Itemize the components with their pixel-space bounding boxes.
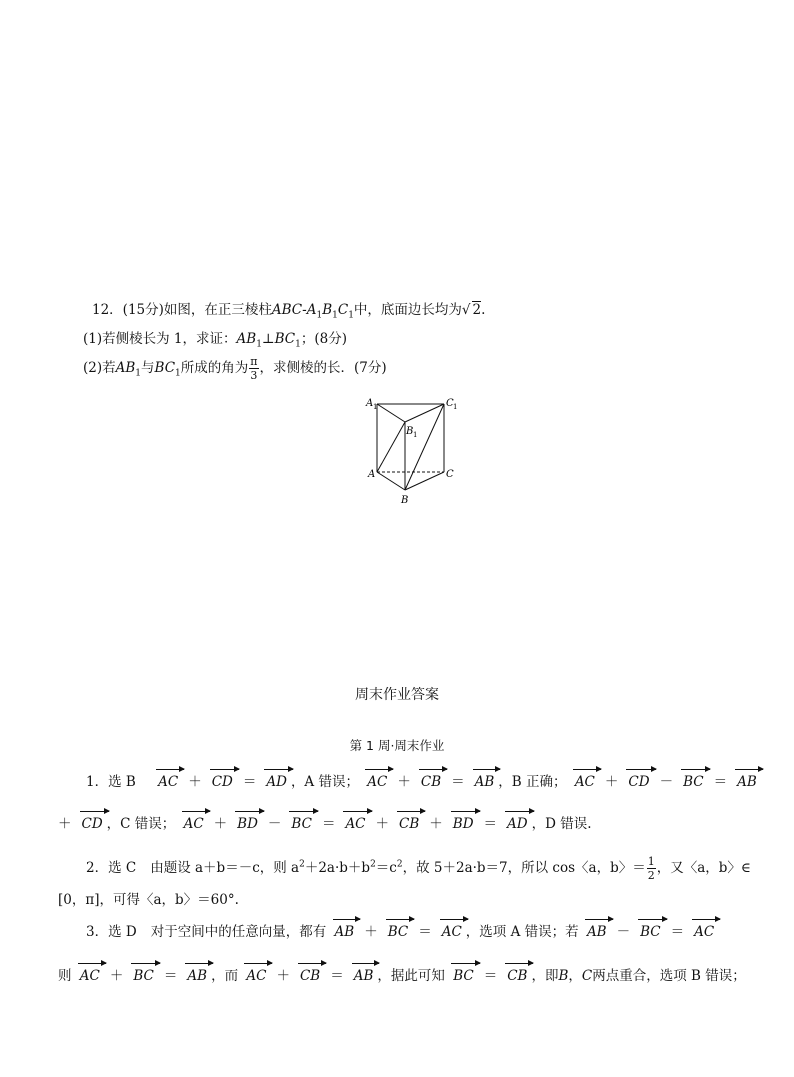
answer-2-line-1: 2．选 C 由题设 a＋b＝－c，则 $a^2+2a\cdot b+b^2=c^2$，故 5＋2a·b＝7，所以 cos〈a，b〉＝ $\frac{1}{2}$ ，又〈a，b〉∈ bbox=[86, 855, 751, 882]
diagonal-b-c1 bbox=[405, 404, 444, 490]
label-b1-sub: 1 bbox=[413, 431, 418, 439]
answer-1-line-1: 1．选 B AC ＋ CD ＝ AD ，A 错误； AC ＋ CB ＝ AB ，B 正确； AC ＋ CD － BC ＝ AB bbox=[86, 768, 761, 790]
label-b: B bbox=[401, 495, 409, 506]
label-b1: B bbox=[406, 426, 414, 437]
answer-1-line-2: ＋ CD ，C 错误； AC ＋ BD － BC ＝ AC ＋ CB ＋ BD ＝ AD ，D 错误. bbox=[58, 810, 592, 832]
edge-b-c bbox=[405, 472, 444, 490]
answer-3-line-2: 则 AC ＋ BC ＝ AB ，而 AC ＋ CB ＝ AB ，据此可知 BC ＝ CB ，即B，C两点重合，选项 B 错误； bbox=[58, 962, 746, 984]
label-c1: C bbox=[446, 398, 454, 409]
label-c1-sub: 1 bbox=[453, 403, 458, 411]
label-a1-sub: 1 bbox=[373, 403, 378, 411]
prism-figure bbox=[360, 392, 470, 512]
one-half-fraction: $\frac{1}{2}$ bbox=[647, 855, 655, 882]
edge-a1-b1 bbox=[377, 404, 405, 422]
answers-subtitle: 第 1 周·周末作业 bbox=[349, 738, 445, 753]
label-c: C bbox=[446, 469, 454, 480]
pi-over-3-fraction: $\frac{\pi}{3}$ bbox=[250, 355, 258, 382]
label-a: A bbox=[368, 469, 376, 480]
edge-b1-c1 bbox=[405, 404, 444, 422]
label-a1: A bbox=[366, 398, 374, 409]
diagonal-a-b1 bbox=[377, 422, 405, 472]
problem-12-part-2: (2)若$AB_1$与$BC_1$所成的角为 $\frac{\pi}{3}$ ，求侧棱的长．(7分) bbox=[83, 355, 387, 382]
edge-a-b bbox=[377, 472, 405, 490]
answers-title: 周末作业答案 bbox=[355, 687, 439, 703]
answer-2-line-2: [0，π]，可得〈a，b〉＝60°. bbox=[58, 892, 239, 908]
answer-3-line-1: 3．选 D 对于空间中的任意向量，都有 AB ＋ BC ＝ AC ，选项 A 错误；若 AB － BC ＝ AC bbox=[86, 918, 718, 940]
problem-12-header: 12．(15分)如图，在正三棱柱ABC-$A_1B_1C_1$中，底面边长均为√ 2. bbox=[92, 302, 486, 321]
sqrt-value: 2 bbox=[472, 302, 482, 318]
problem-12-part-1: (1)若侧棱长为 1，求证：$AB_1\perp BC_1$；(8分) bbox=[83, 331, 347, 350]
